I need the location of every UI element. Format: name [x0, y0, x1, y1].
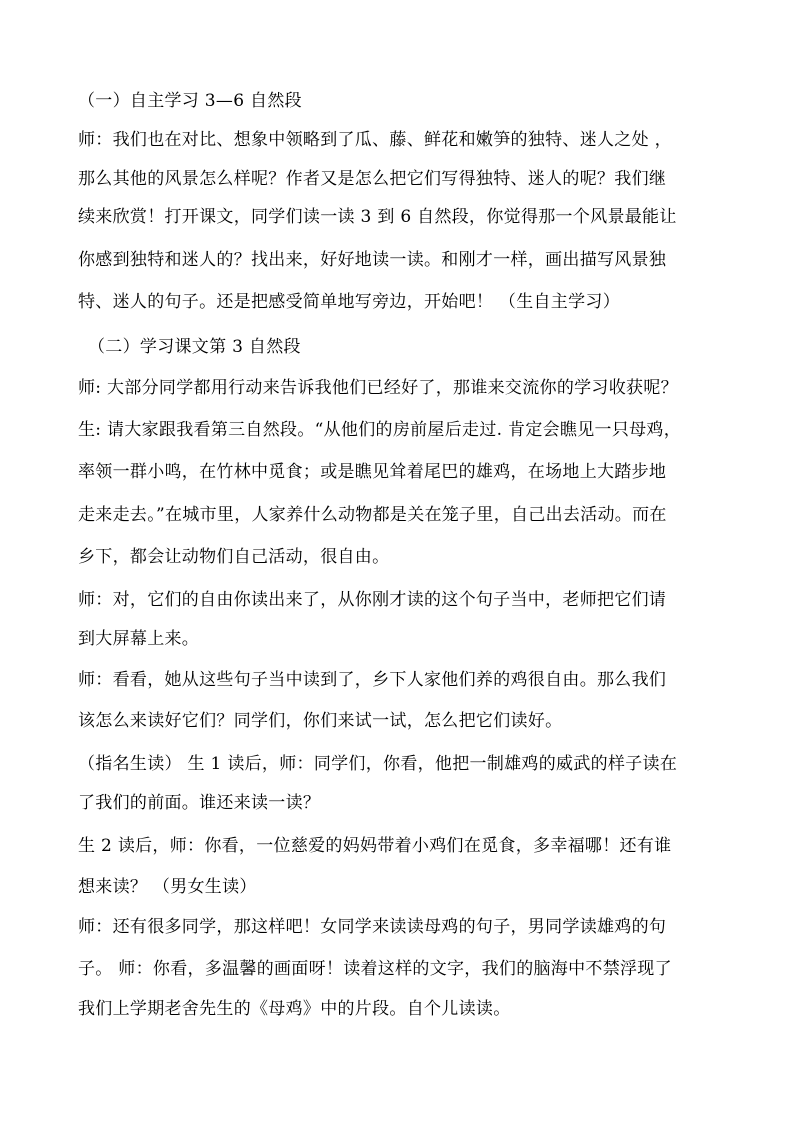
paragraph-line: 特、迷人的句子。还是把感受简单地写旁边，开始吧！ （生自主学习）	[78, 292, 621, 312]
paragraph-line: 该怎么来读好它们？同学们，你们来试一试，怎么把它们读好。	[78, 711, 563, 731]
paragraph-line: （指名生读） 生 1 读后，师：同学们，你看，他把一制雄鸡的威武的样子读在	[78, 754, 678, 774]
paragraph-line: 走来走去。”在城市里，人家养什么动物都是关在笼子里，自己出去活动。而在	[78, 505, 667, 525]
paragraph-line: 了我们的前面。谁还来读一读？	[78, 793, 321, 813]
paragraph-line: 你感到独特和迷人的？找出来，好好地读一读。和刚才一样，画出描写风景独	[78, 250, 667, 270]
paragraph-line: 乡下，都会让动物们自己活动，很自由。	[78, 547, 390, 567]
section-heading-1: （一）自主学习 3—6 自然段	[78, 91, 302, 111]
paragraph-line: 师：还有很多同学，那这样吧！女同学来读读母鸡的句子，男同学读雄鸡的句	[78, 917, 667, 937]
paragraph-line: 师：看看，她从这些句子当中读到了，乡下人家他们养的鸡很自由。那么我们	[78, 670, 667, 690]
section-heading-2: （二）学习课文第 3 自然段	[88, 337, 301, 357]
paragraph-line: 那么其他的风景怎么样呢？作者又是怎么把它们写得独特、迷人的呢？我们继	[78, 169, 667, 189]
paragraph-line: 子。 师：你看，多温馨的画面呀！读着这样的文字，我们的脑海中不禁浮现了	[78, 959, 672, 979]
paragraph-line: 续来欣赏！打开课文，同学们读一读 3 到 6 自然段，你觉得那一个风景最能让	[78, 207, 677, 227]
paragraph-line: 生: 请大家跟我看第三自然段。“从他们的房前屋后走过. 肯定会瞧见一只母鸡，	[78, 420, 682, 440]
paragraph-line: 我们上学期老舍先生的《母鸡》中的片段。自个儿读读。	[78, 999, 511, 1019]
paragraph-line: 想来读？ （男女生读）	[78, 877, 257, 897]
paragraph-line: 率领一群小鸣，在竹林中觅食；或是瞧见耸着尾巴的雄鸡，在场地上大踏步地	[78, 462, 667, 482]
paragraph-line: 生 2 读后，师：你看，一位慈爱的妈妈带着小鸡们在觅食，多幸福哪！还有谁	[78, 836, 672, 856]
paragraph-line: 师：我们也在对比、想象中领略到了瓜、藤、鲜花和嫩笋的独特、迷人之处 ，	[78, 130, 672, 150]
paragraph-line: 到大屏幕上来。	[78, 629, 200, 649]
paragraph-line: 师: 大部分同学都用行动来告诉我他们已经好了，那谁来交流你的学习收获呢？	[78, 378, 678, 398]
paragraph-line: 师：对，它们的自由你读出来了，从你刚才读的这个句子当中，老师把它们请	[78, 590, 667, 610]
